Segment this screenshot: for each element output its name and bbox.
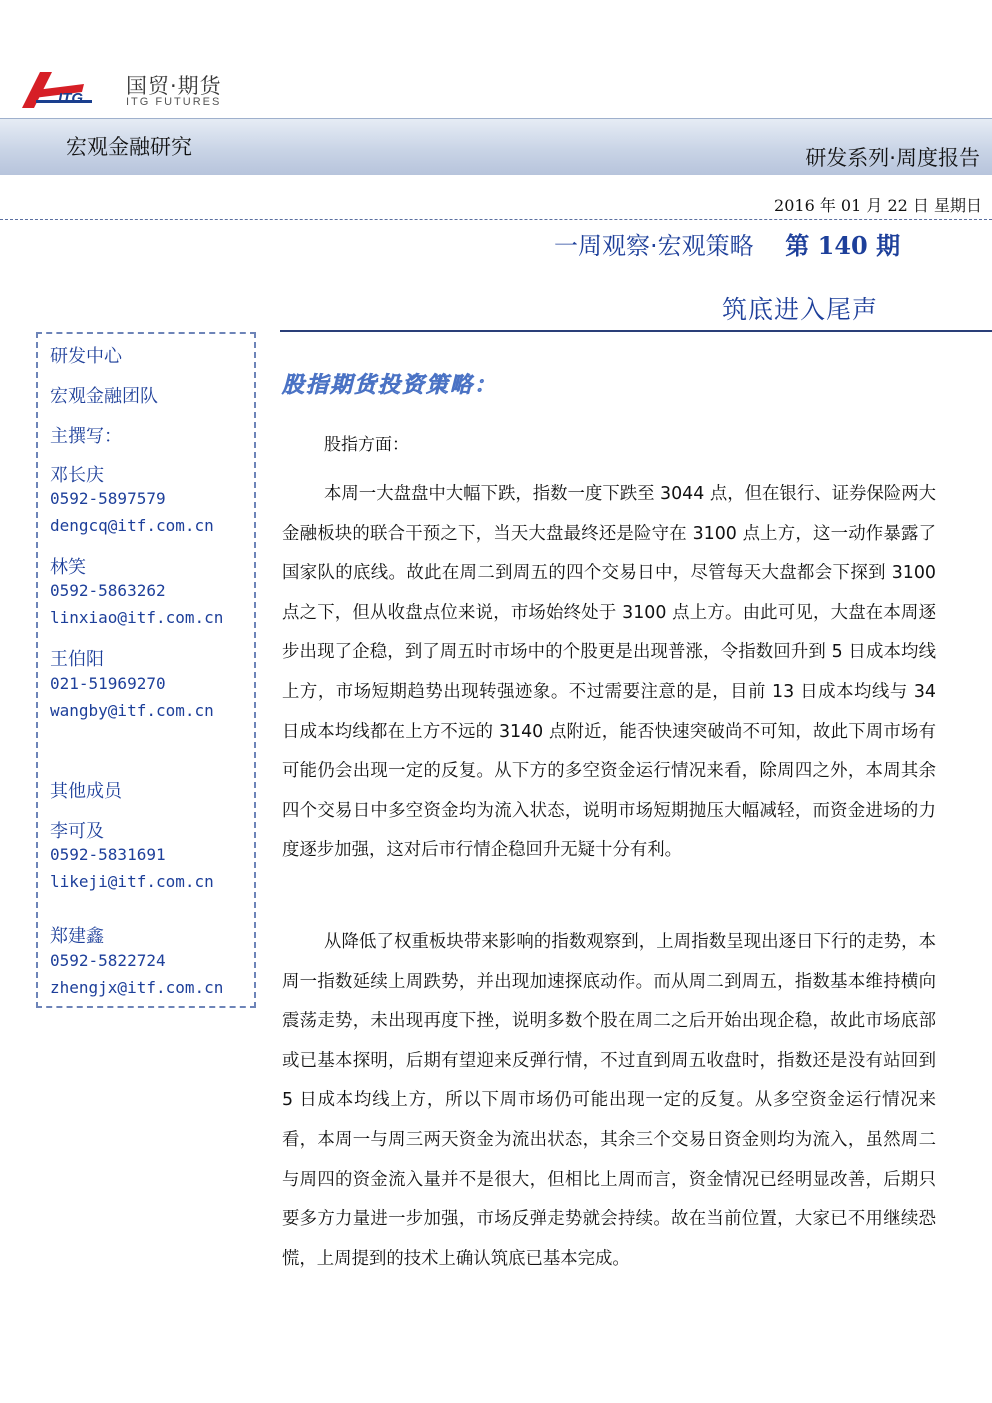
member-phone: 0592-5831691: [50, 845, 166, 864]
report-subtitle: 筑底进入尾声: [722, 295, 879, 324]
dashed-divider: [0, 219, 992, 220]
author-phone: 021-51969270: [50, 674, 166, 693]
issue-title: [554, 226, 900, 261]
member-name: 李可及: [50, 821, 104, 842]
author-email[interactable]: dengcq@itf.com.cn: [50, 516, 214, 535]
sidebar-dept: 研发中心: [50, 346, 122, 367]
sidebar-team: 宏观金融团队: [50, 386, 158, 407]
member-phone: 0592-5822724: [50, 951, 166, 970]
issue-series: 一周观察·宏观策略: [554, 232, 754, 260]
author-phone: 0592-5897579: [50, 489, 166, 508]
member-email[interactable]: likeji@itf.com.cn: [50, 872, 214, 891]
issue-number: 第 140 期: [785, 231, 901, 260]
logo-english-name: ITG FUTURES: [126, 96, 222, 108]
report-date: 2016 年 01 月 22 日 星期日: [774, 196, 982, 215]
author-email[interactable]: wangby@itf.com.cn: [50, 701, 214, 720]
author-name: 林笑: [50, 557, 86, 578]
author-email[interactable]: linxiao@itf.com.cn: [50, 608, 224, 627]
header-left-title: 宏观金融研究: [66, 135, 192, 159]
logo-itg-text: ITG: [58, 90, 83, 107]
title-rule: [280, 330, 992, 332]
section-heading: 股指期货投资策略：: [282, 373, 499, 398]
author-name: 邓长庆: [50, 465, 104, 486]
body-paragraph: 从降低了权重板块带来影响的指数观察到，上周指数呈现出逐日下行的走势，本周一指数延续上周跌势，并出现加速探底动作。而从周二到周五，指数基本维持横向震荡走势，未出现再度下挫，说明多数个股在周二之后开始出现企稳，故此市场底部或已基本探明，后期有望迎来反弹行情，不过直到周五收盘时，指数还是没有站回到 5 日成本均线上方，所以下周市场仍可能出现一定的反复。从多空资金运行情况来看，本周一与周三两天资金为流出状态，其余三个交易日资金则均为流入，虽然周二与周四的资金流入量并不是很大，但相比上周而言，资金情况已经明显改善，后期只要多方力量进一步加强，市场反弹走势就会持续。故在当前位置，大家已不用继续恐慌，上周提到的技术上确认筑底已基本完成。: [282, 932, 936, 1269]
member-email[interactable]: zhengjx@itf.com.cn: [50, 978, 224, 997]
author-name: 王伯阳: [50, 649, 104, 670]
author-phone: 0592-5863262: [50, 581, 166, 600]
logo-chinese-name: 国贸·期货: [126, 74, 222, 98]
sub-heading: 股指方面：: [324, 435, 409, 455]
member-name: 郑建鑫: [50, 926, 104, 947]
sidebar-authors-label: 主撰写：: [50, 426, 122, 447]
sidebar-others-label: 其他成员: [50, 781, 122, 802]
header-right-title: 研发系列·周度报告: [805, 146, 980, 170]
body-paragraph: 本周一大盘盘中大幅下跌，指数一度下跌至 3044 点，但在银行、证券保险两大金融板块的联合干预之下，当天大盘最终还是险守在 3100 点上方，这一动作暴露了国家队的底线。故此在周二到周五的四个交易日中，尽管每天大盘都会下探到 3100 点之下，但从收盘点位来说，市场始终处于 3100 点上方。由此可见，大盘在本周逐步出现了企稳，到了周五时市场中的个股更是出现普涨，令指数回升到 5 日成本均线上方，市场短期趋势出现转强迹象。不过需要注意的是，目前 13 日成本均线与 34 日成本均线都在上方不远的 3140 点附近，能否快速突破尚不可知，故此下周市场有可能仍会出现一定的反复。从下方的多空资金运行情况来看，除周四之外，本周其余四个交易日中多空资金均为流入状态，说明市场短期抛压大幅减轻，而资金进场的力度逐步加强，这对后市行情企稳回升无疑十分有利。: [282, 484, 936, 861]
company-logo: [22, 68, 222, 112]
